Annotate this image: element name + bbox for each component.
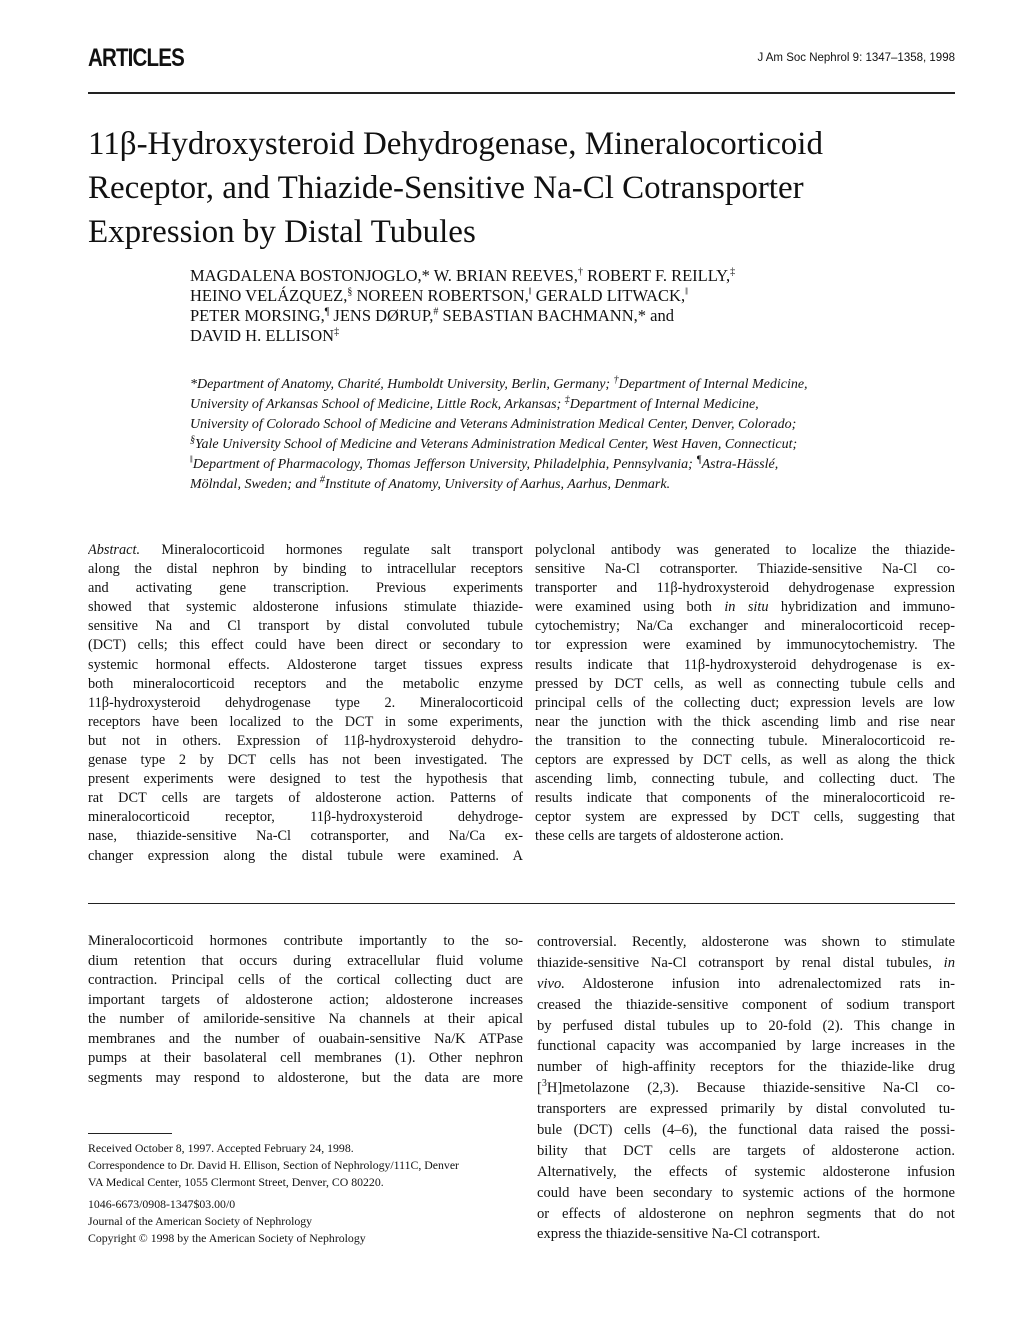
text-line (88, 789, 523, 808)
text-segment: nase, thiazide-sensitive Na-Cl cotransporter, and Na/Ca ex- (88, 828, 523, 845)
superscript-mark: 3 (541, 1078, 547, 1090)
superscript-mark: # (433, 306, 439, 318)
text-line (190, 266, 735, 286)
text-segment: University of Arkansas School of Medicine, Little Rock, Arkansas; (190, 397, 565, 412)
text-line (535, 789, 955, 808)
text-segment: changer expression along the distal tubule were examined. A (88, 847, 523, 864)
text-segment: Alternatively, the effects of systemic aldosterone infusion (537, 1163, 955, 1180)
text-segment: ceptors are expressed by DCT cells, as well as along the thick (535, 752, 955, 769)
text-line (537, 1016, 955, 1037)
text-segment: Yale University School of Medicine and Veterans Administration Medical Center, West Haven, Connecticut; (195, 437, 798, 452)
text-line (535, 579, 955, 598)
text-segment: could have been secondary to systemic actions of the hormone (537, 1184, 955, 1201)
text-segment: NOREEN ROBERTSON, (352, 286, 529, 305)
text-line (537, 1099, 955, 1120)
text-line (88, 932, 523, 952)
text-segment: both mineralocorticoid receptors and the metabolic enzyme (88, 675, 523, 692)
text-line (88, 808, 523, 827)
text-line (537, 1183, 955, 1204)
text-line (88, 560, 523, 579)
text-segment: along the distal nephron by binding to intracellular receptors (88, 561, 523, 578)
text-segment: Mineralocorticoid hormones contribute importantly to the so- (88, 933, 523, 949)
text-segment: functional capacity was accompanied by large increases in the (537, 1038, 955, 1055)
text-line (88, 952, 523, 972)
text-segment: PETER MORSING, (190, 306, 325, 325)
text-line (190, 435, 808, 455)
text-segment: University of Colorado School of Medicine and Veterans Administration Medical Center, Denver, Colorado; (190, 417, 797, 432)
article-code: 1046-6673/0908-1347$03.00/0 (88, 1197, 236, 1211)
text-line (190, 375, 808, 395)
text-segment: Aldosterone infusion into adrenalectomized rats in- (564, 975, 955, 992)
text-segment: sensitive Na and Cl transport by distal convoluted tubule (88, 618, 523, 635)
text-segment: polyclonal antibody was generated to localize the thiazide- (535, 542, 955, 558)
text-line (535, 560, 955, 579)
text-line (537, 1224, 955, 1245)
abstract-rule (88, 903, 955, 904)
text-segment: but not in others. Expression of 11β-hydroxysteroid dehydro- (88, 732, 523, 749)
text-segment: W. BRIAN REEVES, (429, 266, 578, 285)
text-segment: Department of Pharmacology, Thomas Jefferson University, Philadelphia, Pennsylvania; (192, 457, 697, 472)
text-segment: showed that systemic aldosterone infusions stimulate thiazide- (88, 599, 523, 616)
text-line (190, 326, 735, 346)
abstract-right-column (535, 541, 955, 847)
abstract-left-column (88, 541, 523, 866)
affiliations (190, 375, 808, 495)
text-line (537, 953, 955, 974)
copyright: Copyright © 1998 by the American Society of Nephrology (88, 1231, 366, 1245)
title-line: Receptor, and Thiazide-Sensitive Na-Cl Cotransporter (88, 170, 804, 206)
text-segment: (DCT) cells; this effect could have been direct or secondary to (88, 637, 523, 654)
text-line (88, 847, 523, 866)
text-segment: segments may respond to aldosterone, but the data are more (88, 1069, 523, 1086)
text-line (88, 617, 523, 636)
text-segment: H]metolazone (2,3). Because thiazide-sensitive Na-Cl co- (546, 1080, 955, 1097)
text-segment: present experiments were designed to test the hypothesis that (88, 771, 523, 788)
text-line (88, 598, 523, 617)
title-line: 11β-Hydroxysteroid Dehydrogenase, Mineralocorticoid (88, 126, 823, 162)
text-line (537, 1078, 955, 1099)
text-segment: thiazide-sensitive Na-Cl cotransport by renal distal tubules, (537, 954, 944, 971)
text-segment: transporter and 11β-hydroxysteroid dehydrogenase expression (535, 580, 955, 597)
text-line (535, 770, 955, 789)
superscript-mark: ‖ (685, 286, 688, 298)
text-line (190, 455, 808, 475)
text-segment: results indicate that 11β-hydroxysteroid dehydrogenase is ex- (535, 656, 955, 673)
text-segment: vivo. (537, 975, 565, 992)
text-line (88, 675, 523, 694)
text-line (190, 415, 808, 435)
text-segment: [ (537, 1080, 542, 1097)
text-line (88, 991, 523, 1011)
text-line (537, 1204, 955, 1225)
text-line (88, 579, 523, 598)
correspondence: VA Medical Center, 1055 Clermont Street, Denver, CO 80220. (88, 1175, 384, 1189)
text-line (537, 1057, 955, 1078)
text-segment: mineralocorticoid receptor, 11β-hydroxysteroid dehydroge- (88, 809, 523, 826)
journal-name: Journal of the American Society of Nephrology (88, 1214, 313, 1228)
text-segment: *Department of Anatomy, Charité, Humboldt University, Berlin, Germany; (190, 377, 614, 392)
superscript-mark: § (347, 286, 353, 298)
text-line (535, 827, 955, 846)
text-line (537, 1141, 955, 1162)
text-segment: receptors have been localized to the DCT in some experiments, (88, 713, 523, 730)
text-segment: in (943, 954, 955, 971)
text-line (537, 1036, 955, 1057)
text-segment: near the junction with the thick ascending limb and rise near (535, 713, 955, 730)
text-segment: tor expression were examined by immunocytochemistry. The (535, 637, 955, 654)
text-segment: in situ (724, 599, 769, 616)
title-line: Expression by Distal Tubules (88, 214, 476, 250)
text-line (190, 306, 735, 326)
correspondence: Correspondence to Dr. David H. Ellison, Section of Nephrology/111C, Denver (88, 1158, 459, 1172)
superscript-mark: ‡ (334, 326, 340, 338)
text-line (190, 475, 808, 495)
text-line (537, 1162, 955, 1183)
text-line (88, 1030, 523, 1050)
superscript-mark: ‖ (190, 455, 193, 466)
text-line (535, 732, 955, 751)
text-segment: creased the thiazide-sensitive component of sodium transport (537, 996, 955, 1013)
text-segment: and activating gene transcription. Previous experiments (88, 580, 523, 597)
text-segment: Abstract. (88, 542, 141, 558)
text-segment: HEINO VELÁZQUEZ, (190, 286, 348, 305)
text-segment: SEBASTIAN BACHMANN,* and (438, 306, 674, 325)
text-segment: Astra-Hässlé, (701, 457, 779, 472)
text-line (88, 1049, 523, 1069)
text-line (537, 974, 955, 995)
text-segment: dium retention that occurs during extracellular fluid volume (88, 952, 523, 969)
text-segment: sensitive Na-Cl cotransporter. Thiazide-sensitive Na-Cl co- (535, 561, 955, 578)
author-list (190, 266, 735, 346)
text-segment: the transition to the connecting tubule. Mineralocorticoid re- (535, 732, 955, 749)
text-segment: ROBERT F. REILLY, (582, 266, 731, 285)
text-segment: Mölndal, Sweden; and (190, 477, 320, 492)
text-segment: ceptor system are expressed by DCT cells, suggesting that (535, 809, 955, 826)
body-left-column (88, 932, 523, 1088)
text-segment: important targets of aldosterone action; aldosterone increases (88, 991, 523, 1008)
text-line (537, 932, 955, 953)
text-segment: genase type 2 by DCT cells has not been investigated. The (88, 752, 523, 769)
text-segment: bule (DCT) cells (4–6), the functional data raised the possi- (537, 1122, 955, 1139)
text-segment: JENS DØRUP, (329, 306, 434, 325)
text-segment: Institute of Anatomy, University of Aarhus, Aarhus, Denmark. (324, 477, 671, 492)
text-line (88, 751, 523, 770)
text-segment: number of high-affinity receptors for the thiazide-like drug (537, 1059, 955, 1076)
text-line (88, 636, 523, 655)
text-segment: Department of Internal Medicine, (618, 377, 808, 392)
text-segment: express the thiazide-sensitive Na-Cl cotransport. (537, 1226, 821, 1243)
superscript-mark: ‖ (528, 286, 532, 298)
text-line (537, 995, 955, 1016)
journal-reference: J Am Soc Nephrol 9: 1347–1358, 1998 (757, 52, 955, 64)
superscript-mark: § (190, 435, 195, 446)
text-segment: 11β-hydroxysteroid dehydrogenase type 2. Mineralocorticoid (88, 694, 523, 711)
text-segment: contraction. Principal cells of the cortical collecting duct are (88, 972, 523, 988)
text-line (88, 713, 523, 732)
text-line (535, 636, 955, 655)
text-segment: * (421, 266, 430, 285)
text-line (535, 675, 955, 694)
text-segment: or effects of aldosterone on nephron segments that do not (537, 1205, 955, 1222)
text-segment: Mineralocorticoid hormones regulate salt transport (140, 542, 523, 558)
footnote-rule (88, 1133, 172, 1134)
text-line (535, 713, 955, 732)
text-line (535, 694, 955, 713)
superscript-mark: ‡ (564, 395, 570, 406)
superscript-mark: † (613, 375, 619, 386)
text-segment: cytochemistry; Na/Ca exchanger and mineralocorticoid recep- (535, 618, 955, 635)
text-segment: Department of Internal Medicine, (569, 397, 759, 412)
article-title (88, 122, 968, 254)
text-segment: these cells are targets of aldosterone action. (535, 828, 784, 845)
text-segment: results indicate that components of the mineralocorticoid re- (535, 790, 955, 807)
text-segment: by perfused distal tubules up to 20-fold (2). This change in (537, 1017, 955, 1034)
text-segment: controversial. Recently, aldosterone was shown to stimulate (537, 934, 955, 950)
text-line (535, 541, 955, 560)
text-line (535, 617, 955, 636)
text-line (88, 770, 523, 789)
text-line (537, 1120, 955, 1141)
text-segment: hybridization and immuno- (768, 599, 955, 616)
text-line (535, 751, 955, 770)
text-segment: GERALD LITWACK, (531, 286, 686, 305)
text-segment: MAGDALENA BOSTONJOGLO, (190, 266, 422, 285)
text-segment: were examined using both (535, 599, 725, 616)
superscript-mark: ¶ (696, 455, 702, 466)
text-line (190, 286, 735, 306)
text-segment: systemic hormonal effects. Aldosterone target tissues express (88, 656, 523, 673)
text-segment: DAVID H. ELLISON (190, 326, 335, 345)
section-label: ARTICLES (88, 44, 184, 72)
text-line (88, 732, 523, 751)
superscript-mark: † (577, 266, 583, 278)
text-segment: the number of amiloride-sensitive Na channels at their apical (88, 1011, 523, 1027)
text-line (88, 827, 523, 846)
superscript-mark: ¶ (324, 306, 330, 318)
text-line (190, 395, 808, 415)
footnotes (88, 1140, 459, 1247)
text-segment: membranes and the number of ouabain-sensitive Na/K ATPase (88, 1030, 523, 1047)
text-line (88, 656, 523, 675)
text-segment: bility that DCT cells are targets of aldosterone action. (537, 1142, 955, 1159)
text-line (88, 541, 523, 560)
body-right-column (537, 932, 955, 1245)
text-line (535, 808, 955, 827)
text-segment: ascending limb, connecting tubule, and collecting duct. The (535, 771, 955, 788)
superscript-mark: ‡ (730, 266, 736, 278)
text-line (88, 971, 523, 991)
text-segment: transporters are expressed primarily by distal convoluted tu- (537, 1101, 955, 1118)
text-line (88, 1010, 523, 1030)
text-segment: pressed by DCT cells, as well as connecting tubule cells and (535, 675, 955, 692)
text-segment: principal cells of the collecting duct; expression levels are low (535, 694, 955, 711)
superscript-mark: # (319, 475, 325, 486)
text-segment: rat DCT cells are targets of aldosterone action. Patterns of (88, 790, 523, 807)
received-date: Received October 8, 1997. Accepted February 24, 1998. (88, 1141, 354, 1155)
text-line (535, 656, 955, 675)
text-line (535, 598, 955, 617)
text-line (88, 694, 523, 713)
header-rule (88, 92, 955, 94)
text-segment: pumps at their basolateral cell membranes (1). Other nephron (88, 1050, 523, 1066)
text-line (88, 1069, 523, 1089)
